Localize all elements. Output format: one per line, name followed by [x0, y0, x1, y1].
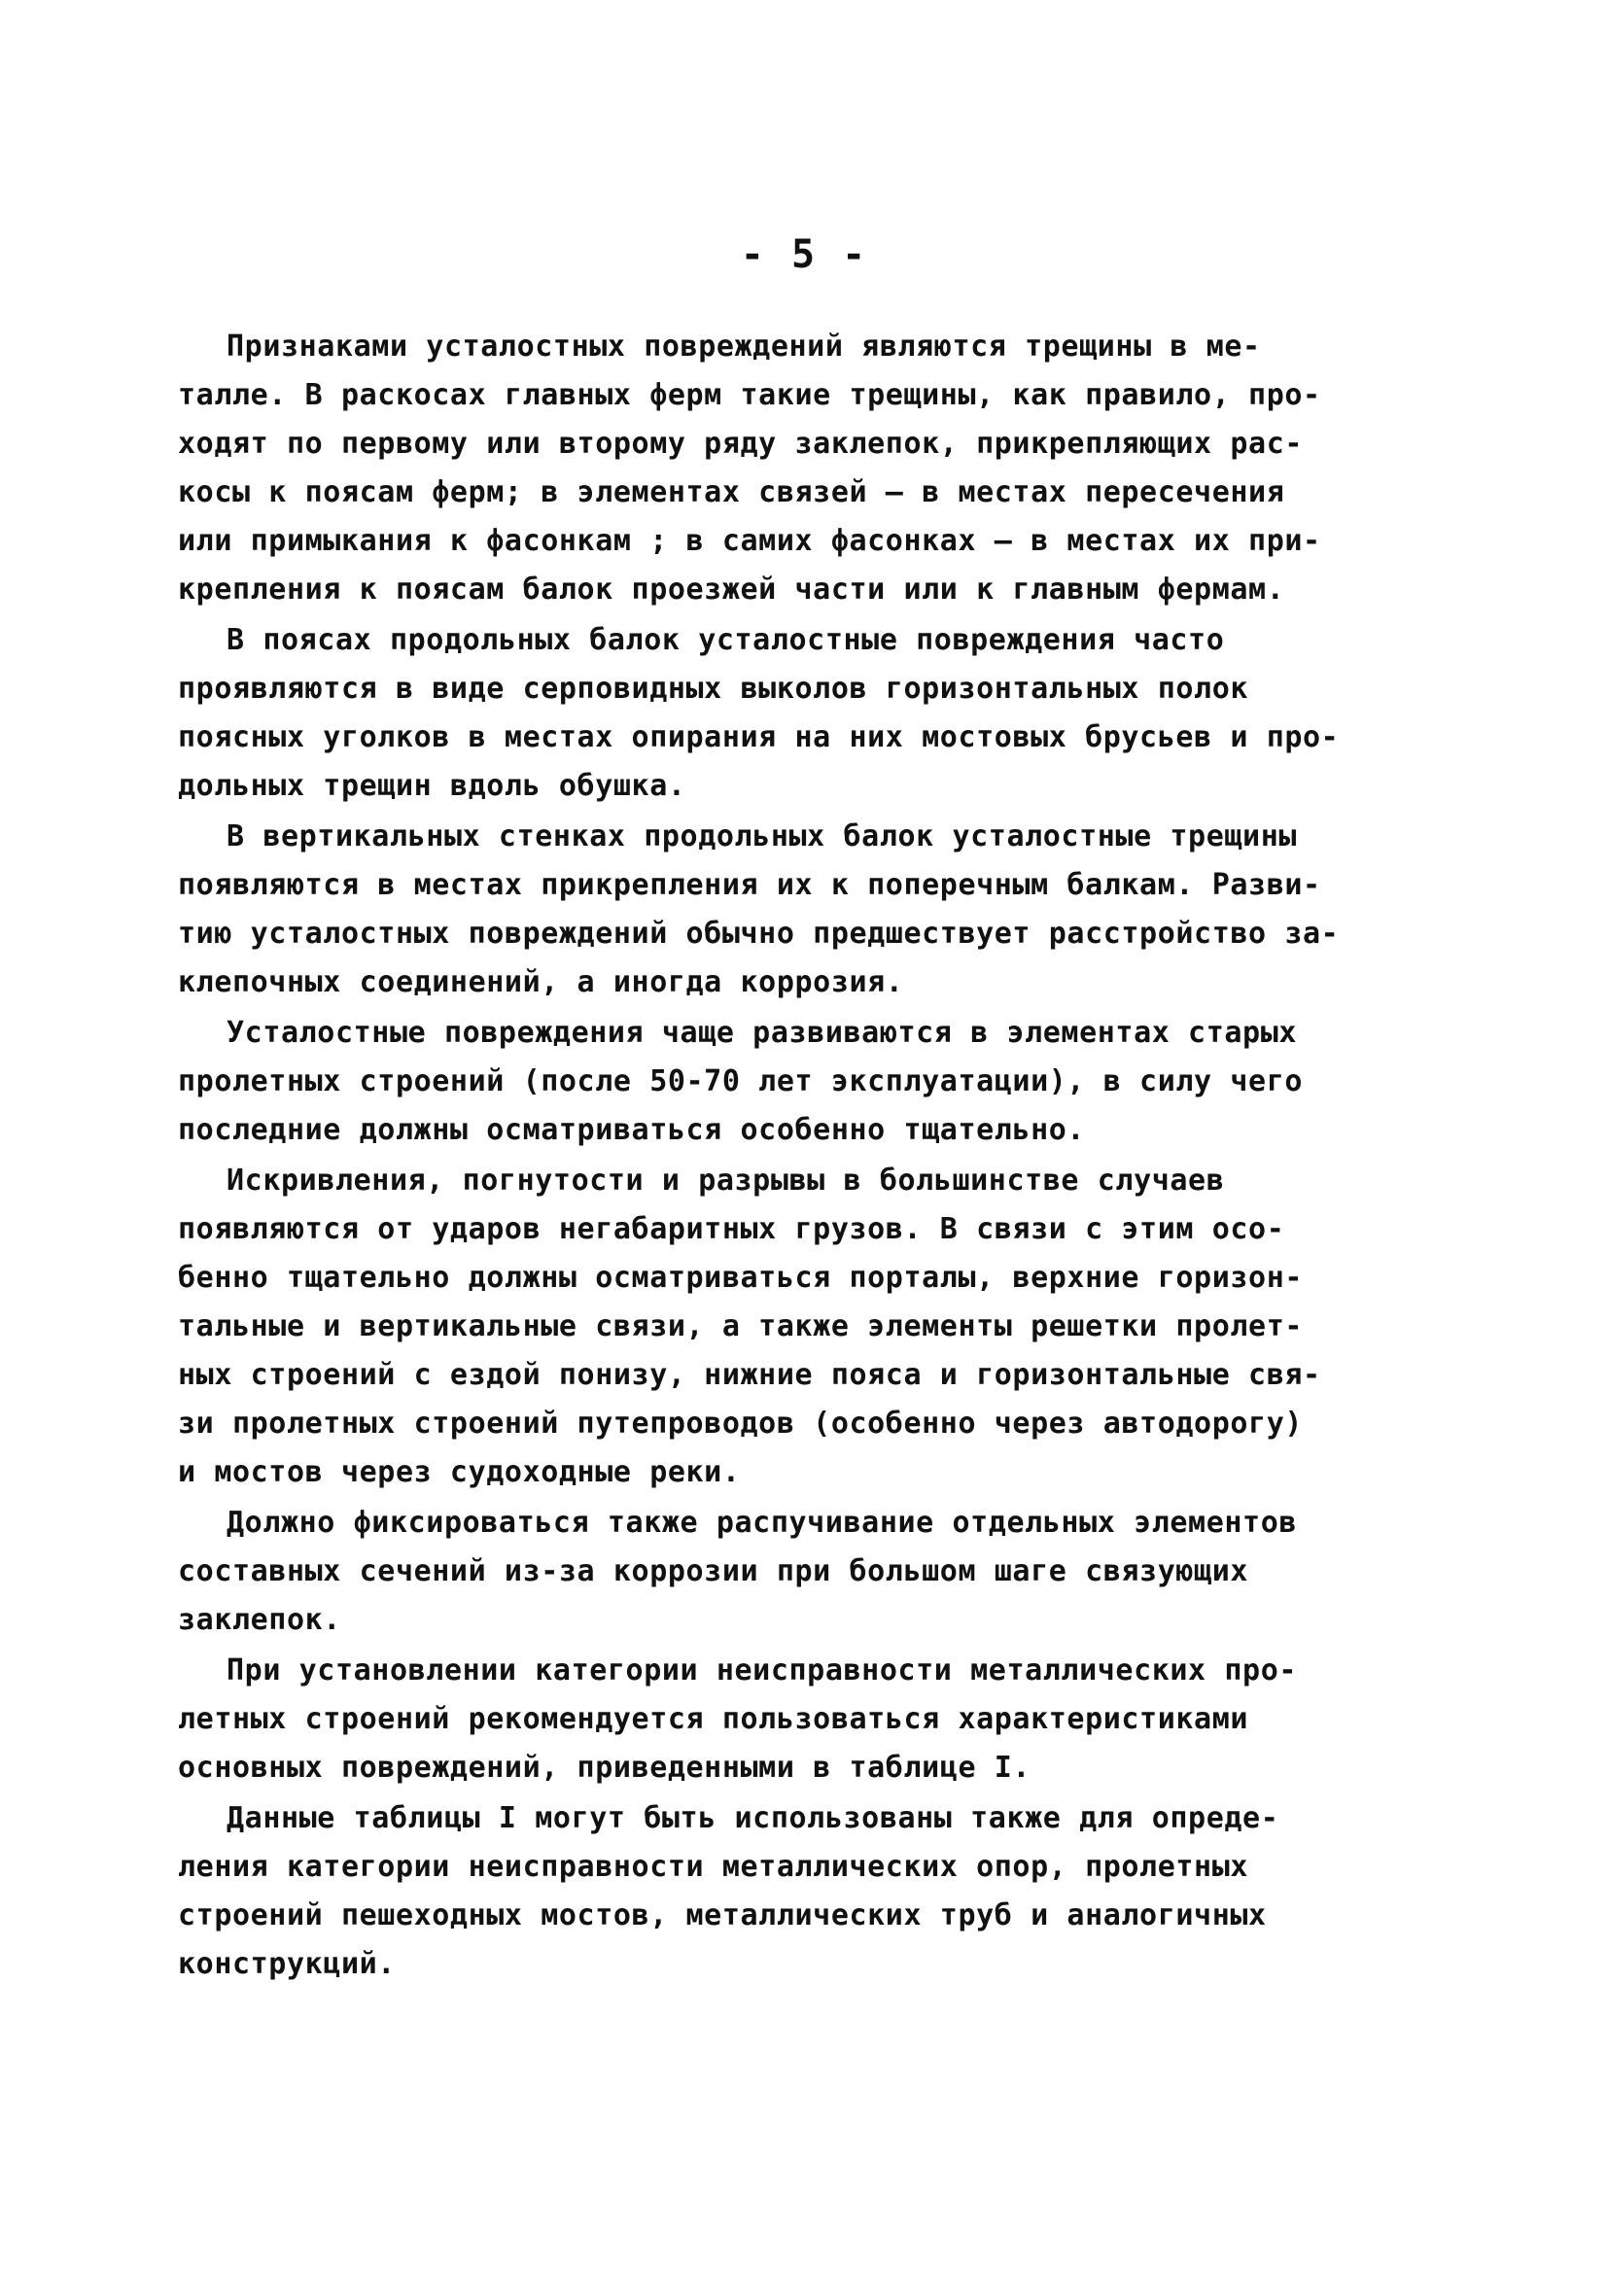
text-line: проявляются в виде серповидных выколов горизонтальных полок — [178, 672, 1249, 706]
text-line: ления категории неисправности металлических опор, пролетных — [178, 1850, 1249, 1884]
text-line: крепления к поясам балок проезжей части или к главным фермам. — [178, 573, 1285, 607]
text-line: строений пешеходных мостов, металлических труб и аналогичных — [178, 1898, 1267, 1932]
text-line: дольных трещин вдоль обушка. — [178, 769, 686, 803]
paragraph-1 — [178, 323, 1442, 614]
paragraph-2 — [178, 616, 1442, 811]
text-line: Признаками усталостных повреждений являются трещины в ме- — [227, 330, 1261, 364]
text-line: тальные и вертикальные связи, а также элементы решетки пролет- — [178, 1309, 1304, 1343]
text-line: последние должны осматриваться особенно тщательно. — [178, 1113, 1086, 1147]
paragraph-3 — [178, 813, 1442, 1007]
text-line: В поясах продольных балок усталостные повреждения часто — [227, 623, 1225, 657]
paragraph-5 — [178, 1157, 1442, 1497]
paragraph-8 — [178, 1794, 1442, 1989]
text-line: Усталостные повреждения чаще развиваются в элементах старых — [227, 1016, 1298, 1050]
text-line: заклепок. — [178, 1603, 341, 1637]
text-line: ходят по первому или второму ряду заклепок, прикрепляющих рас- — [178, 427, 1304, 461]
text-line: ных строений с ездой понизу, нижние пояса и горизонтальные свя- — [178, 1358, 1321, 1392]
paragraph-4 — [178, 1009, 1442, 1155]
text-line: Данные таблицы I могут быть использованы также для опреде- — [227, 1801, 1279, 1835]
text-line: Должно фиксироваться также распучивание отдельных элементов — [227, 1506, 1298, 1540]
paragraph-6 — [178, 1499, 1442, 1645]
text-line: основных повреждений, приведенными в таблице I. — [178, 1751, 1031, 1785]
text-line: клепочных соединений, а иногда коррозия. — [178, 965, 904, 999]
text-line: и мостов через судоходные реки. — [178, 1455, 741, 1489]
text-line: талле. В раскосах главных ферм такие трещины, как правило, про- — [178, 378, 1321, 412]
text-line: бенно тщательно должны осматриваться порталы, верхние горизон- — [178, 1261, 1304, 1295]
text-line: Искривления, погнутости и разрывы в большинстве случаев — [227, 1164, 1225, 1198]
paragraph-7 — [178, 1647, 1442, 1792]
text-line: летных строений рекомендуется пользоваться характеристиками — [178, 1702, 1249, 1736]
text-line: При установлении категории неисправности металлических про- — [227, 1653, 1298, 1687]
text-line: появляются от ударов негабаритных грузов. В связи с этим осо- — [178, 1212, 1285, 1246]
text-line: появляются в местах прикрепления их к поперечным балкам. Разви- — [178, 868, 1321, 902]
text-line: косы к поясам ферм; в элементах связей – в местах пересечения — [178, 475, 1285, 509]
text-line: В вертикальных стенках продольных балок усталостные трещины — [227, 819, 1298, 853]
body-text — [178, 323, 1442, 1991]
text-line: составных сечений из-за коррозии при большом шаге связующих — [178, 1554, 1249, 1588]
text-line: тию усталостных повреждений обычно предшествует расстройство за- — [178, 917, 1340, 951]
text-line: поясных уголков в местах опирания на них мостовых брусьев и про- — [178, 720, 1340, 754]
text-line: конструкций. — [178, 1947, 396, 1981]
text-line: зи пролетных строений путепроводов (особенно через автодорогу) — [178, 1407, 1304, 1441]
text-line: пролетных строений (после 50-70 лет эксплуатации), в силу чего — [178, 1064, 1304, 1098]
text-line: или примыкания к фасонкам ; в самих фасонках – в местах их при- — [178, 524, 1321, 558]
page-number: - 5 - — [740, 232, 868, 277]
